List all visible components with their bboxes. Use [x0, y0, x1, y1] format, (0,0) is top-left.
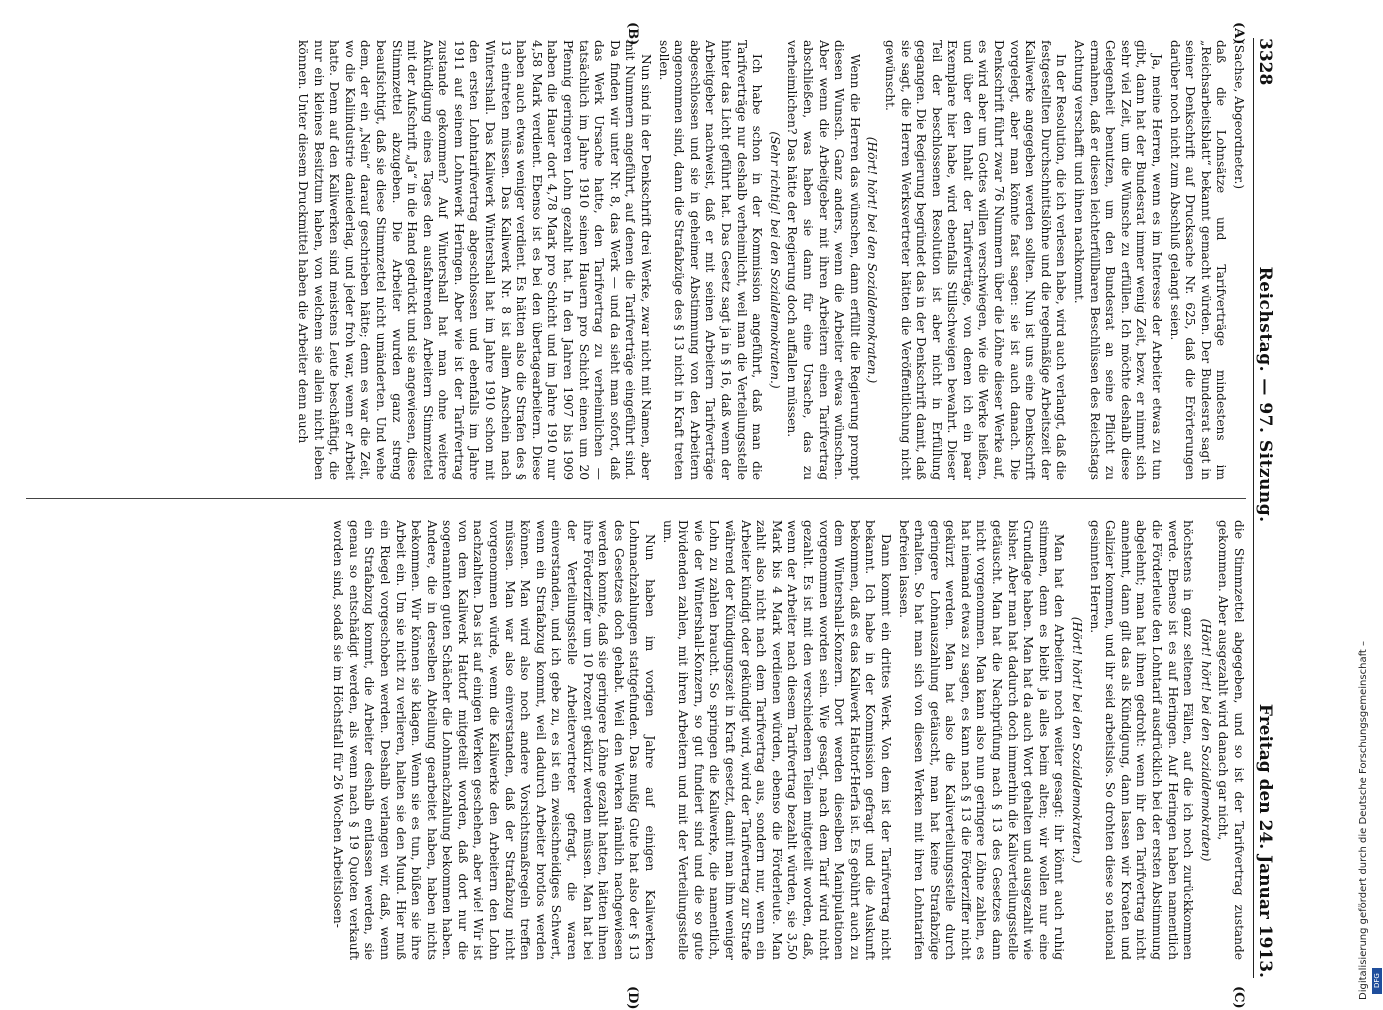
paragraph: In der Resolution, die ich verlesen habe, wird auch verlangt, daß die festgestellten Durchschnittslöhne und die regelmäßige Arbeitszeit der Kaliwerke angegeben werden sollten. Nun ist uns eine Denkschrift vorgelegt, aber man könnte fast sagen: sie ist auch danach. Die Denkschrift führt zwar 76 Nummern über die Löhne dieser Werke auf, es wird aber um Gottes willen verschwiegen, wie die Werke heißen, und über den Inhalt der Tarifverträge, von denen ich ein paar Exemplare hier habe, wird ebenfalls Stillschweigen bewahrt. Dieser Teil der beschlossenen Resolution ist aber nicht in Erfüllung gegangen. Die Regierung begründet das in der Denkschrift damit, daß sie sagt, die Herren Werksvertreter hätten die Veröffentlichung nicht gewünscht.: [882, 40, 1069, 480]
right-column: [26, 520, 1246, 960]
paragraph: Dann kommt ein drittes Werk. Von dem ist der Tarifvertrag nicht bekannt. Ich habe in der Kommission gefragt und die Auskunft bekommen, daß es das Kaliwerk Hattorf-Herfa ist. Es gebührt auch zu dem Wintershall-Konzern. Dort werden dieselben Manipulationen vorgenommen worden sein. Wie gesagt, nach dem Tarif wird nicht gezahlt. Es ist mit den verschiedenen Teilen mitgeteilt worden, daß, wenn der Arbeiter nach diesem Tarifvertrag bezahlt würden, sie 3,50 Mark bis 4 Mark verdienen würden, ebenso die Förderleute. Man zahlt also nicht nach dem Tarifvertrag aus, sondern nur, wenn ein Arbeiter kündigt oder gekündigt wird, wird der Tarifvertrag zur Strafe während der Kündigungszeit in Kraft gesetzt, damit man ihm weniger Lohn zu zahlen braucht. So springen die Kaliwerke, die namentlich, wie der Wintershall-Konzern, so gut fundiert sind und die so gute Dividenden zahlen, mit ihren Arbeitern und mit der Verteilungsstelle um.: [660, 520, 893, 960]
margin-marker-d: (D): [625, 986, 640, 1010]
paragraph: Wenn die Herren das wünschen, dann erfüllt die Regierung prompt diesen Wunsch. Ganz anders, wenn die Arbeiter etwas wünschen. Aber wenn die Arbeitgeber mit ihren Arbeitern einen Tarifvertrag abschließen, was haben sie dann für eine Ursache, das zu verheimlichen? Das hätte der Regierung doch auffallen müssen.: [785, 40, 862, 480]
interjection: (Hört! hört! bei den Sozialdemokraten): [1198, 618, 1213, 862]
interjection: (Hört! hört! bei den Sozialdemokraten.): [1070, 616, 1085, 864]
paragraph: die Stimmzettel abgegeben, und so ist der Tarifvertrag zustande gekommen. Aber ausgezahlt wird danach gar nicht,: [1216, 520, 1246, 960]
margin-marker-c: (C): [1231, 986, 1246, 1009]
interjection: (Sehr richtig! bei den Sozialdemokraten.): [767, 131, 782, 389]
digitization-credit: Digitalisierung gefördert durch die Deutsche Forschungsgemeinschaft –: [1358, 640, 1369, 1000]
margin-marker-a: (A): [1231, 22, 1246, 45]
paragraph: Man hat den Arbeitern noch weiter gesagt: ihr könnt auch ruhig stimmen, denn es bleibt ja alles beim alten; wir wollen nur eine Grundlage haben. Man hat da auch Wort gehalten und ausgezahlt wie bisher. Aber man hat dadurch doch immerhin die Kaliverteilungsstelle getäuscht. Man hat die Nachprüfung nach § 13 des Gesetzes dann nicht vorgenommen. Man kann also nun geringere Löhne zahlen, es hat niemand etwas zu sagen, es kann nach § 13 die Förderziffer nicht gekürzt werden. Man hat also die Kaliverteilungsstelle durch geringere Lohnauszahlung getäuscht, man hat keine Strafabzüge erhalten. So hat man sich von diesen Werken mit ihren Lohntarifen befreien lassen.: [896, 520, 1067, 960]
left-column: [26, 40, 1246, 480]
margin-marker-b: (B): [625, 22, 640, 46]
column-divider: [26, 498, 1246, 499]
page-number: 3328: [1255, 38, 1275, 86]
speaker-line: (Sachse, Abgeordneter.): [1232, 40, 1246, 190]
paragraph: Nun sind in der Denkschrift drei Werke, zwar nicht mit Namen, aber mit Nummern angeführt, auf denen die Tarifverträge eingeführt sind. Da finden wir unter Nr. 8, das Werk — und da sieht man sofort, daß das Werk Ursache hatte, den Tarifvertrag zu verheimlichen — tatsächlich im Jahre 1910 seinen Hauern pro Schicht einen um 20 Pfennig geringeren Lohn gezahlt hat. In den Jahren 1907 bis 1909 haben die Hauer dort 4,78 Mark pro Schicht und im Jahre 1910 nur 4,58 Mark verdient. Ebenso ist es bei den übertagearbeitern. Diese haben auch etwas weniger verdient. Es hätten also die Strafen des § 13 eintreten müssen. Das Kaliwerk Nr. 8 ist allem Anschein nach Wintershall. Das Kaliwerk Wintershall hat im Jahre 1910 schon mit den ersten Lohntarifvertrag abgeschlossen und ebenfalls im Jahre 1911 auf seinem Lohnwerk Heringen. Aber wie ist der Tarifvertrag zustande gekommen? Auf Wintershall hat man ohne weitere Ankündigung eines Tages den ausfahrenden Arbeitern Stimmzettel mit der Aufschrift „Ja“ in die Hand gedrückt und sie angewiesen, diese Stimmzettel abzugeben. Die Arbeiter wurden ganz streng beaufsichtigt, daß sie diese Stimmzettel nicht umänderten. Und wehe dem, der ein „Nein“ darauf geschrieben hätte; denn es war die Zeit, wo die Kaliindustrie daniederlag, und jeder froh war, wenn er Arbeit hatte. Denn auf den Kaliwerken sind meistens Leute beschäftigt, die nur ein kleines Besitztum haben, von welchem sie allein nicht leben können. Unter diesem Druckmittel haben die Arbeiter denn auch: [295, 40, 654, 480]
dfg-logo: DFG: [1372, 968, 1382, 994]
page-title: Reichstag. — 97. Sitzung.: [1255, 266, 1275, 523]
paragraph: Ja, meine Herren, wenn es im Interesse der Arbeiter etwas zu tun gibt, dann hat der Bundesrat immer wenig Zeit, bezw. er nimmt sich sehr viel Zeit, um die Wünsche zu erfüllen. Ich möchte deshalb diese Gelegenheit benutzen, um den Bundesrat an seine Pflicht zu ermahnen, daß er diesen leichterfüllbaren Beschlüssen des Reichstags Achtung verschafft und ihnen nachkommt.: [1072, 40, 1165, 480]
paragraph: höchstens in ganz seltenen Fällen, auf die ich noch zurückkommen werde. Ebenso ist es auf Heringen. Auf Heringen haben namentlich die Förderleute den Lohntarif ausdrücklich bei der ersten Abstimmung abgelehnt; man hat ihnen gedroht: wenn ihr den Tarifvertrag nicht annehmt, dann gilt das als Kündigung, dann lassen wir Kroaten und Galizier kommen, und ihr seid arbeitslos. So drohten diese so national gesinnten Herren.: [1087, 520, 1196, 960]
page-header: [1253, 38, 1276, 978]
paragraph: Nun haben im vorigen Jahre auf einigen Kaliwerken Lohnnachzahlungen stattgefunden. Das mußig Gute hat also der § 13 des Gesetzes doch gehabt. Weil den Werken nämlich nachgewiesen werden konnte, daß sie geringere Löhne gezahlt hatten, hätten ihnen ihre Förderziffer um 10 Prozent gekürzt werden müssen. Man hat bei der Verteilungsstelle Arbeitervertreter gefragt, die waren einverstanden, und ich gebe zu, es ist ein zweischneidiges Schwert, wenn ein Strafabzug kommt, weil dadurch Arbeiter brotlos werden können. Man wird also noch andere Vorsichtsmaßregeln treffen müssen. Man war also einverstanden, daß der Strafabzug nicht vorgenommen würde, wenn die Kaliwerke den Arbeitern den Lohn nachzahlten. Das ist auf einigen Werken geschehen, aber wie! Wir ist von dem Kaliwerk Hattorf mitgeteilt worden, daß dort nur die sogenannten guten Schächer die Lohnnachzahlung bekommen haben. Andere, die in derselben Abteilung gearbeitet haben, haben nichts bekommen. Wir können sie klagen. Wenn sie es tun, büßen sie ihre Arbeit ein. Um sie nicht zu verlieren, halten sie den Mund. Hier muß ein Riegel vorgeschoben werden. Deshalb verlangen wir, daß, wenn ein Strafabzug kommt, die Arbeiter deshalb entlassen werden, sie genau so entschädigt werden, als wenn nach § 19 Quoten verkauft worden sind, sodaß sie im Höchstfall für 26 Wochen Arbeitslosen-: [331, 520, 658, 960]
interjection: (Hört! hört! bei den Sozialdemokraten.): [865, 136, 880, 384]
paragraph: Ich habe schon in der Kommission angeführt, daß man die Tarifverträge nur deshalb verheimlicht, weil man die Verteilungsstelle hinter das Licht geführt hat. Das Gesetz sagt ja in § 16, daß wenn der Arbeitgeber nachweist, daß er mit seinen Arbeitern Tarifverträge abgeschlossen und sie in geheimer Abstimmung von den Arbeitern angenommen sind, dann die Strafabzüge des § 13 nicht in Kraft treten sollen.: [656, 40, 765, 480]
paragraph: daß die Lohnsätze und Tarifverträge mindestens im „Reichsarbeitsblatt“ bekannt gemacht würden. Der Bundesrat sagt in seiner Denkschrift auf Drucksache Nr. 625, daß die Erörterungen darüber noch nicht zum Abschluß gelangt seien.: [1167, 40, 1229, 480]
page-date: Freitag den 24. Januar 1913.: [1255, 703, 1275, 978]
